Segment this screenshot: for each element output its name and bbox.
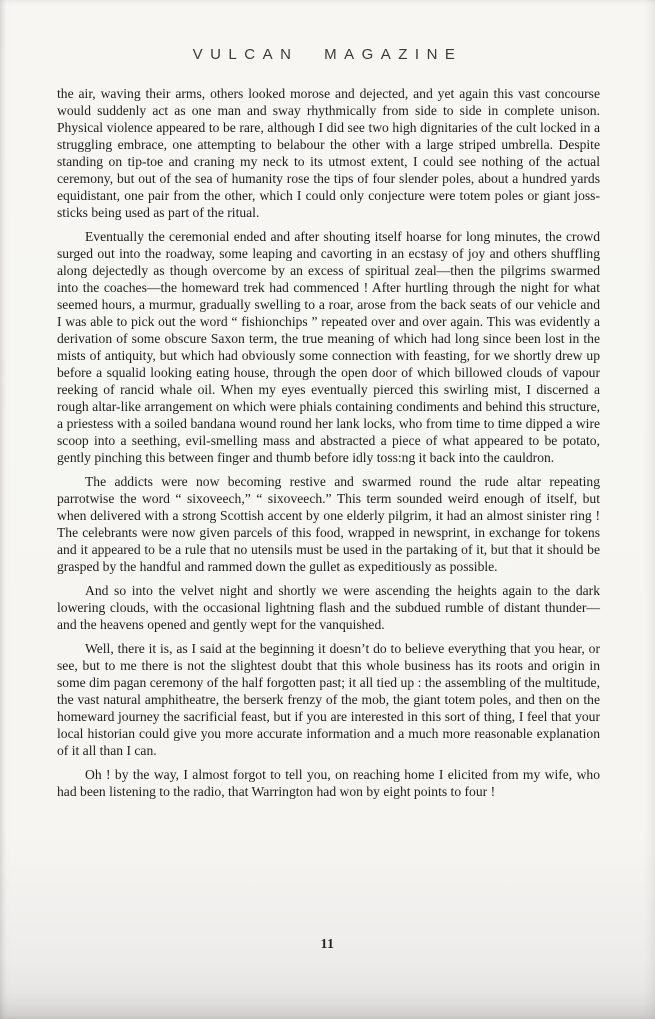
paragraph: the air, waving their arms, others looked morose and dejected, and yet again this vast concourse would suddenly act as one man and sway rhythmically from side to side in complete unison. Physical violence appeared to be rare, although I did see two high dignitaries of the cult locked in a struggling embrace, one attempting to belabour the other with a large striped umbrella. Despite standing on tip-toe and craning my neck to its utmost extent, I could see nothing of the actual ceremony, but out of the sea of humanity rose the tips of four slender poles, about a hundred yards equidistant, one pair from the other, which I could only conjecture were totem poles or giant joss-sticks being used as part of the ritual. bbox=[57, 86, 600, 220]
article-body bbox=[57, 85, 600, 807]
page-number: 11 bbox=[320, 936, 335, 951]
paragraph: Well, there it is, as I said at the beginning it doesn’t do to believe everything that you hear, or see, but to me there is not the slightest doubt that this whole business has its roots and origin in some dim pagan ceremony of the half forgotten past; it all tied up : the assembling of the multitude, the vast natural amphitheatre, the berserk frenzy of the mob, the giant totem poles, and then on the homeward journey the sacrificial feast, but if you are interested in this sort of thing, I feel that your local historian could give you more accurate information and a much more reasonable explanation of it all than I can. bbox=[57, 641, 600, 758]
magazine-title: VULCAN MAGAZINE bbox=[192, 46, 463, 63]
paragraph: Eventually the ceremonial ended and after shouting itself hoarse for long minutes, the crowd surged out into the roadway, some leaping and cavorting in an ecstasy of joy and others shuffling along dejectedly as though overcome by an excess of spiritual zeal—then the pilgrims swarmed into the coaches—the homeward trek had commenced ! After hurtling through the night for what seemed hours, a murmur, gradually swelling to a roar, arose from the back seats of our vehicle and I was able to pick out the word “ fishionchips ” repeated over and over again. This was evidently a derivation of some obscure Saxon term, the true meaning of which had long since been lost in the mists of antiquity, but which had obviously some connection with feasting, for we shortly drew up before a squalid looking eating house, through the open door of which billowed clouds of vapour reeking of rancid whale oil. When my eyes eventually pierced this swirling mist, I discerned a rough altar-like arrangement on which were phials containing condiments and behind this structure, a priestess with a soiled bandana wound round her lank locks, who from time to time dipped a wire scoop into a seething, evil-smelling mass and abstracted a piece of what appeared to be potato, gently pinching this between finger and thumb before idly toss:ng it back into the cauldron. bbox=[57, 229, 600, 465]
paragraph: And so into the velvet night and shortly we were ascending the heights again to the dark lowering clouds, with the occasional lightning flash and the subdued rumble of distant thunder—and the heavens opened and gently wept for the vanquished. bbox=[57, 583, 600, 632]
paragraph: Oh ! by the way, I almost forgot to tell you, on reaching home I elicited from my wife, who had been listening to the radio, that Warrington had won by eight points to four ! bbox=[57, 767, 600, 799]
paragraph: The addicts were now becoming restive and swarmed round the rude altar repeating parrotwise the word “ sixoveech,” “ sixoveech.” This term sounded weird enough of itself, but when delivered with a strong Scottish accent by one elderly pilgrim, it had an almost sinister ring ! The celebrants were now given parcels of this food, wrapped in newsprint, in exchange for tokens and it appeared to be a rule that no utensils must be used in the partaking of it, but that it should be grasped by the handful and rammed down the gullet as expeditiously as possible. bbox=[57, 474, 600, 574]
